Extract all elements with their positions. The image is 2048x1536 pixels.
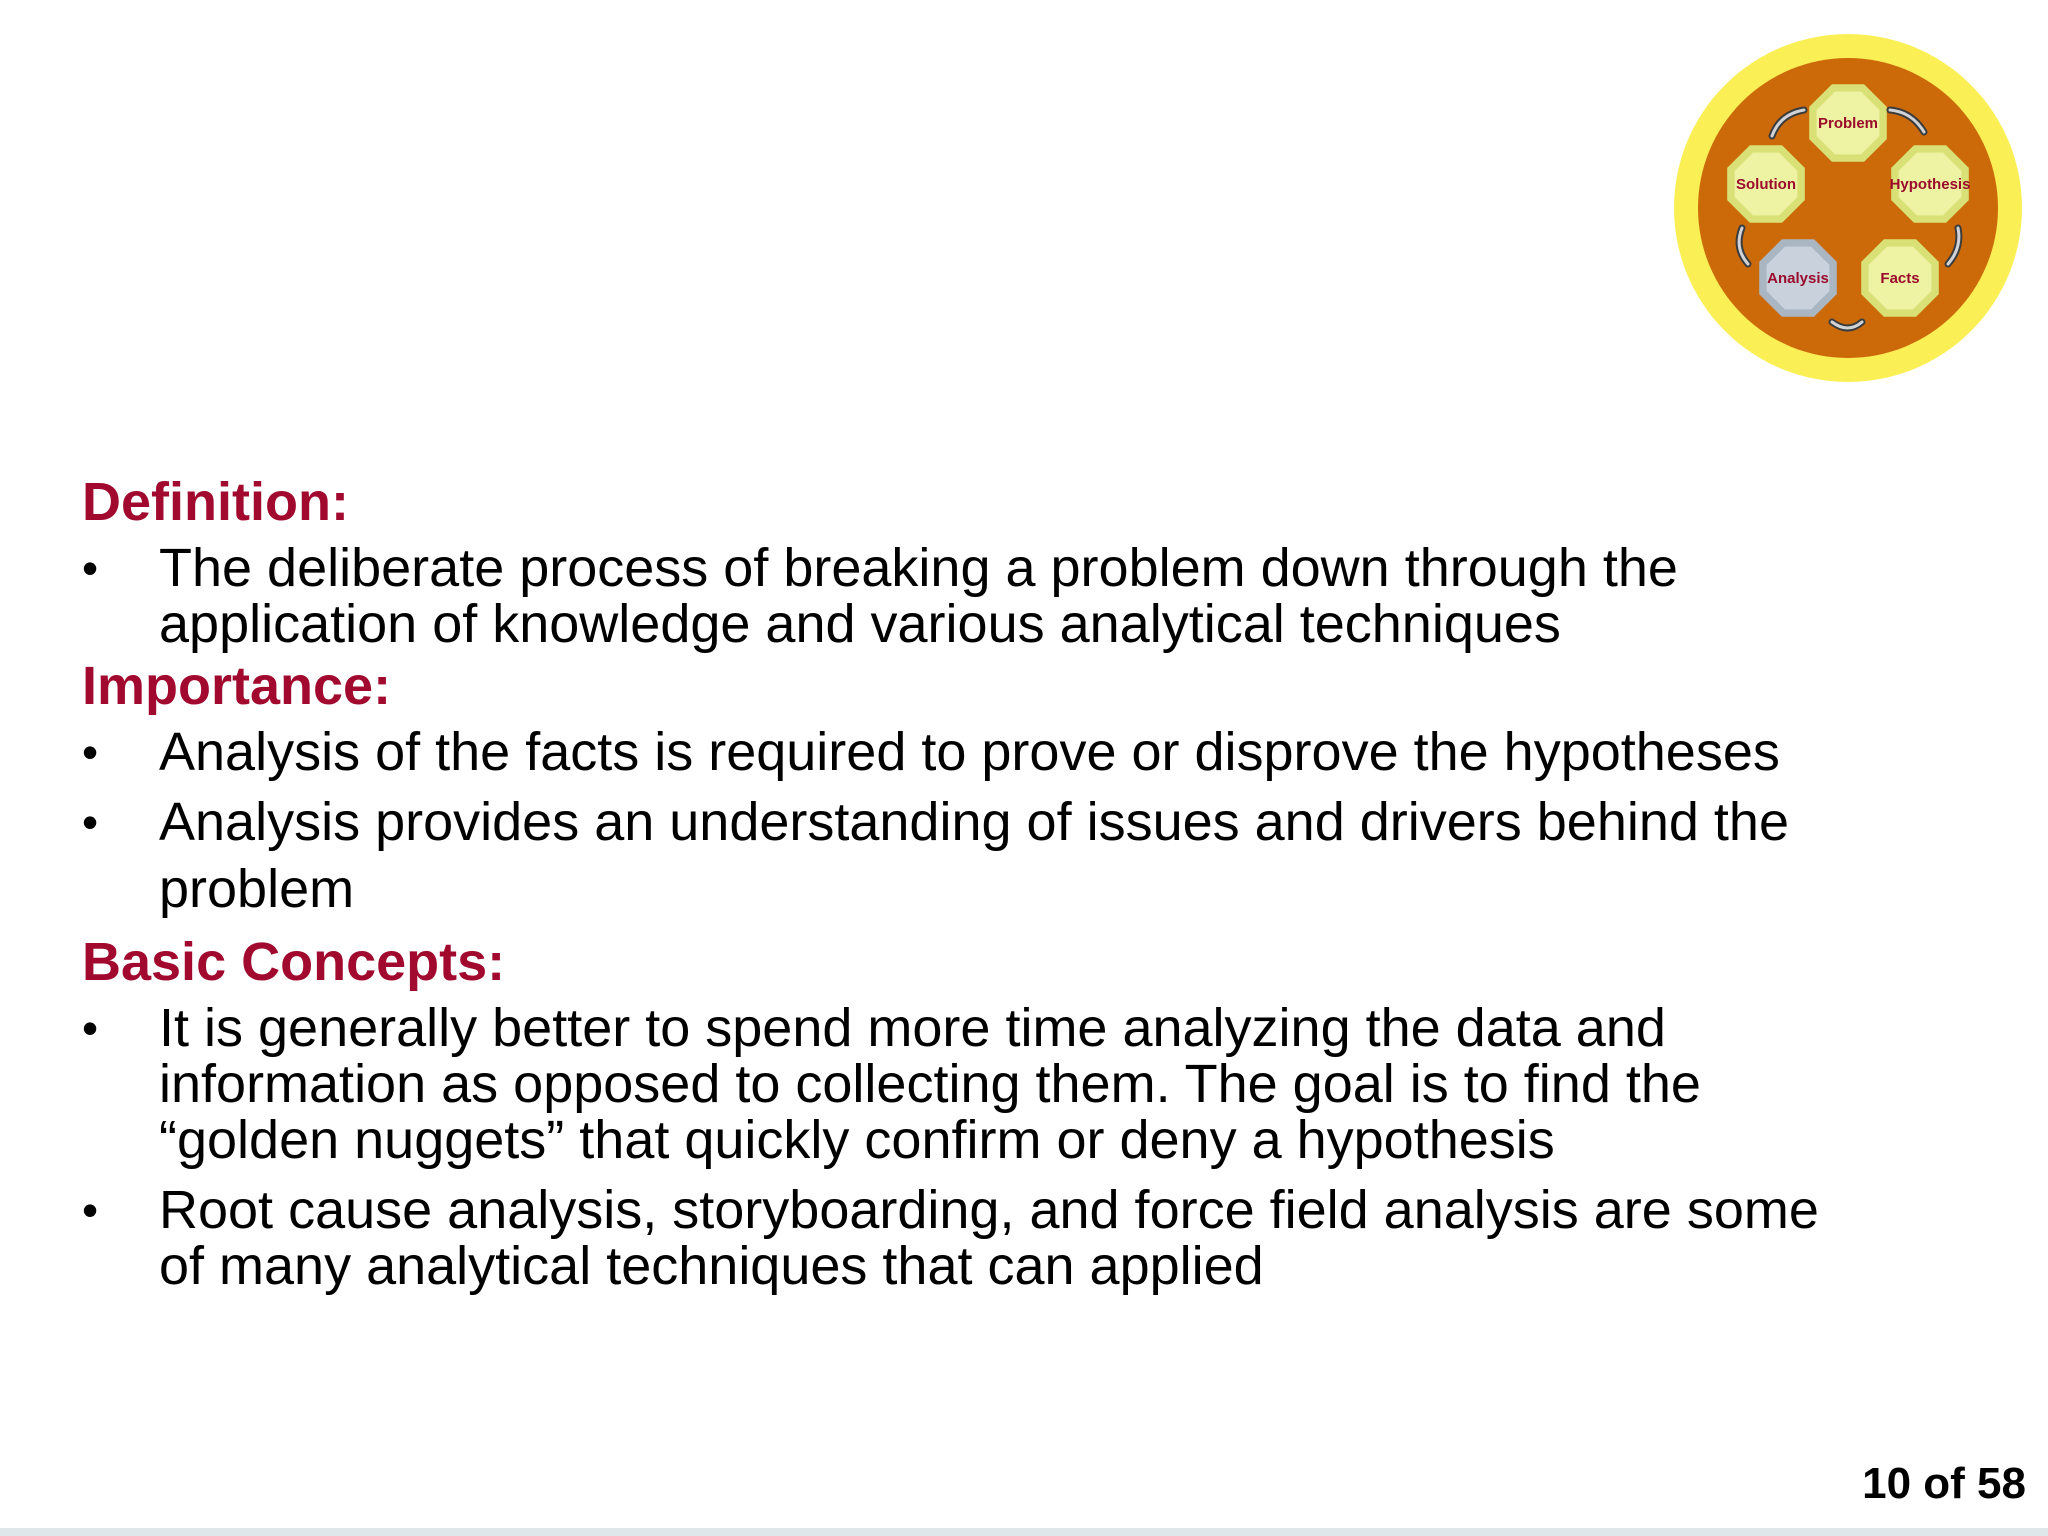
bullet-dot: • xyxy=(82,542,99,594)
section-heading: Definition: xyxy=(82,472,349,532)
bullet-text-line: “golden nuggets” that quickly confirm or deny a hypothesis xyxy=(159,1110,1555,1170)
cycle-node-label: Problem xyxy=(1817,115,1879,132)
bullet-text-line: problem xyxy=(159,859,355,919)
cycle-node-analysis xyxy=(1759,239,1837,317)
bullet-text-line: Analysis of the facts is required to prove or disprove the hypotheses xyxy=(159,722,1780,782)
bullet-item xyxy=(82,1000,1982,1168)
cycle-node-problem xyxy=(1809,84,1887,162)
bullet-text-line: Analysis provides an understanding of issues and drivers behind the xyxy=(159,792,1789,852)
cycle-node-solution xyxy=(1727,145,1805,223)
bullet-dot: • xyxy=(82,796,99,848)
analysis-cycle-diagram xyxy=(1672,32,2024,384)
bullet-dot: • xyxy=(82,1002,99,1054)
bullet-text-line: Root cause analysis, storyboarding, and force field analysis are some xyxy=(159,1180,1819,1240)
bullet-text-line: application of knowledge and various analytical techniques xyxy=(159,594,1561,654)
cycle-node-label: Analysis xyxy=(1767,270,1829,287)
bullet-text-line: It is generally better to spend more time analyzing the data and xyxy=(159,998,1666,1058)
bullet-item xyxy=(82,1182,1982,1294)
bullet-dot: • xyxy=(82,726,99,778)
bullet-text-line: of many analytical techniques that can applied xyxy=(159,1236,1264,1296)
bullet-item xyxy=(82,724,1982,780)
bottom-strip xyxy=(0,1528,2048,1536)
cycle-node-facts xyxy=(1861,239,1939,317)
cycle-node-label: Hypothesis xyxy=(1889,176,1971,193)
section-heading: Basic Concepts: xyxy=(82,932,506,992)
bullet-dot: • xyxy=(82,1184,99,1236)
bullet-text-line: information as opposed to collecting them. The goal is to find the xyxy=(159,1054,1701,1114)
bullet-item xyxy=(82,540,1982,652)
bullet-text-line: The deliberate process of breaking a problem down through the xyxy=(159,538,1678,598)
cycle-node-label: Solution xyxy=(1736,176,1796,193)
section-heading: Importance: xyxy=(82,656,392,716)
slide-content xyxy=(82,470,1982,1294)
page-number: 10 of 58 xyxy=(1862,1459,2026,1508)
cycle-node-label: Facts xyxy=(1880,270,1920,287)
bullet-item xyxy=(82,794,1982,928)
